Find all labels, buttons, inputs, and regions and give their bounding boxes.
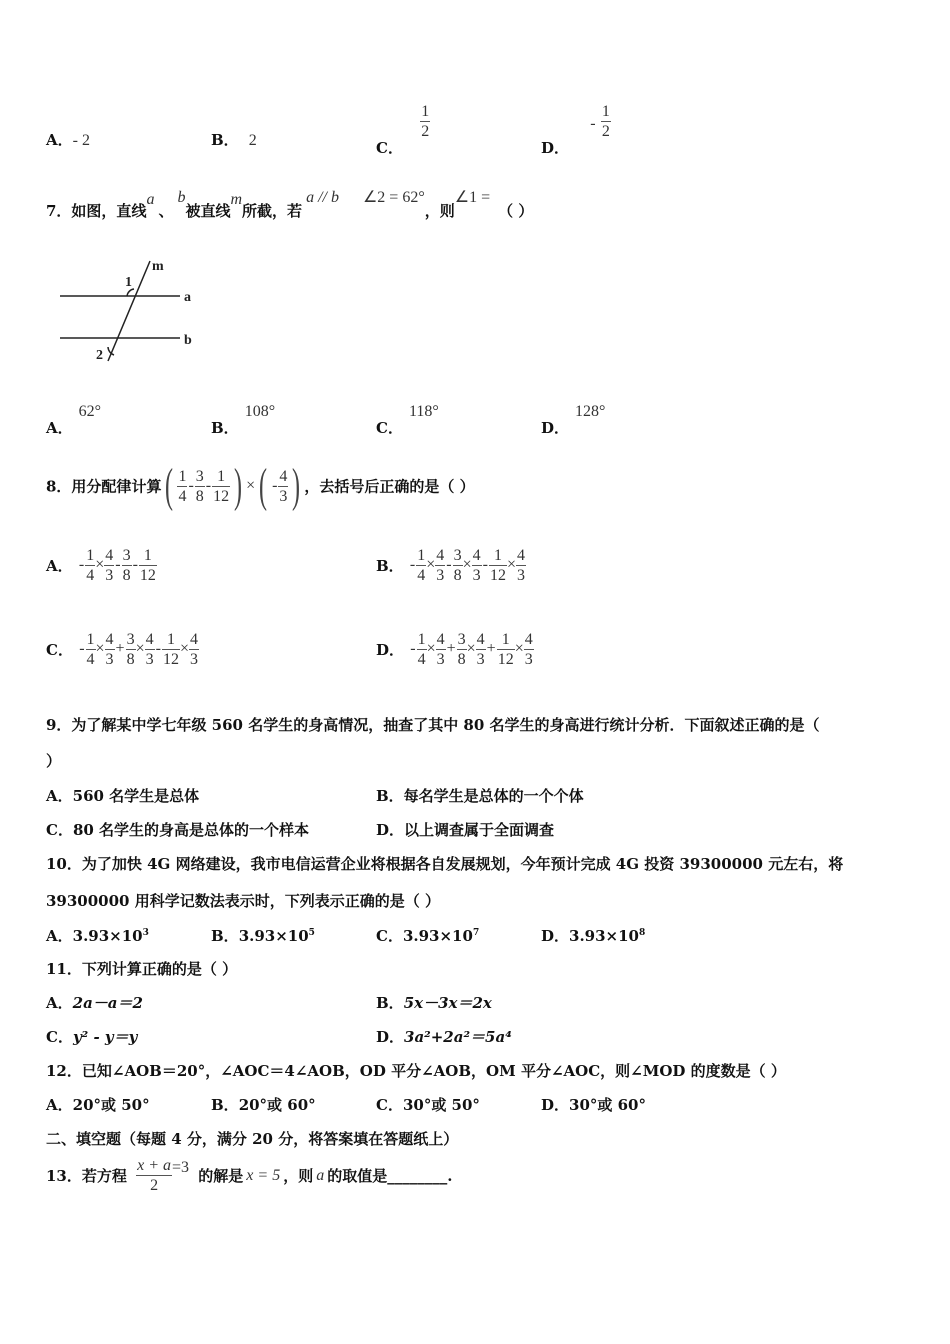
q10-stem-line1: 10．为了加快 4G 网络建设，我市电信运营企业将根据各自发展规划，今年预计完成 4G 投资 39300000 元左右，将 <box>46 855 844 873</box>
q12-option-c: C．30°或 50° <box>376 1096 480 1114</box>
label-2: 2 <box>96 348 103 363</box>
q9-option-d: D．以上调查属于全面调查 <box>376 821 555 839</box>
q6-option-d-fraction: $\frac{1}{2}$ <box>601 103 610 140</box>
q11-stem: 11．下列计算正确的是（ ） <box>46 960 238 978</box>
q8-option-b: B． - $\frac{1}{4}$ × $\frac{4}{3}$ - $\frac{3}{8}$ × $\frac{4}{3}$ - $\frac{1}{12}$ × $\frac{4}{3}$ <box>376 547 525 584</box>
q10-stem-line2: 39300000 用科学记数法表示时，下列表示正确的是（ ） <box>46 892 440 910</box>
label-b: b <box>184 333 192 348</box>
label-1: 1 <box>125 275 132 290</box>
q10-option-a: A．$3.93\times 10^3$ <box>46 927 149 945</box>
q11-option-b: B．5x－3x＝2x <box>376 994 492 1012</box>
q11-option-a: A．2a－a＝2 <box>46 994 143 1012</box>
q7-option-d: D．128° <box>541 403 606 437</box>
angle-1-arc <box>127 289 134 296</box>
label-a: a <box>184 290 191 305</box>
q9-stem-line2: ） <box>46 752 62 770</box>
q13-stem: 13．若方程 $\frac{x + a}{2}$ =3 的解是 x = 5 ，则 a 的取值是________. <box>46 1157 453 1194</box>
q6-option-c: C． $\frac{1}{2}$ <box>376 103 430 157</box>
q6-option-a: A．- 2 <box>46 131 90 149</box>
q7-option-b: B．108° <box>211 403 276 437</box>
q12-stem: 12．已知∠AOB＝20°，∠AOC＝4∠AOB，OD 平分∠AOB，OM 平分∠AOC，则∠MOD 的度数是（ ） <box>46 1062 786 1080</box>
q11-option-c: C．y² - y＝y <box>46 1028 138 1046</box>
q12-option-a: A．20°或 50° <box>46 1096 150 1114</box>
q8-option-d: D． - $\frac{1}{4}$ × $\frac{4}{3}$ + $\frac{3}{8}$ × $\frac{4}{3}$ + $\frac{1}{12}$ × $\frac{4}{3}$ <box>376 631 533 668</box>
q7-figure <box>52 255 212 365</box>
q9-option-c: C．80 名学生的身高是总体的一个样本 <box>46 821 310 839</box>
q9-option-a: A．560 名学生是总体 <box>46 787 200 805</box>
q9-option-b: B．每名学生是总体的一个个体 <box>376 787 584 805</box>
q12-option-b: B．20°或 60° <box>211 1096 316 1114</box>
q6-option-d: D． - $\frac{1}{2}$ <box>541 103 610 157</box>
q13-fraction: $\frac{x + a}{2}$ <box>137 1157 172 1194</box>
q8-stem: 8．用分配律计算( $\frac{1}{4}$ - $\frac{3}{8}$ - $\frac{1}{12}$ ) ×( - $\frac{4}{3}$ ) ，去括号后正确的是（ ） <box>46 459 475 512</box>
q12-option-d: D．30°或 60° <box>541 1096 646 1114</box>
q10-option-b: B．$3.93\times 10^5$ <box>211 927 315 945</box>
q7-option-c: C．118° <box>376 403 439 437</box>
q8-option-c: C． - $\frac{1}{4}$ × $\frac{4}{3}$ + $\frac{3}{8}$ × $\frac{4}{3}$ - $\frac{1}{12}$ × $\frac{4}{3}$ <box>46 631 198 668</box>
q9-stem-line1: 9．为了解某中学七年级 560 名学生的身高情况，抽查了其中 80 名学生的身高进行统计分析．下面叙述正确的是（ <box>46 716 820 734</box>
q6-option-b: B． 2 <box>211 131 257 149</box>
q10-option-c: C．$3.93\times 10^7$ <box>376 927 480 945</box>
section-2-heading: 二、填空题（每题 4 分，满分 20 分，将答案填在答题纸上） <box>46 1130 459 1148</box>
q10-option-d: D．$3.93\times 10^8$ <box>541 927 646 945</box>
q8-option-a: A． - $\frac{1}{4}$ × $\frac{4}{3}$ - $\frac{3}{8}$ - $\frac{1}{12}$ <box>46 547 156 584</box>
q8-expression: $\frac{1}{4}$ - $\frac{3}{8}$ - $\frac{1}{12}$ <box>178 467 230 505</box>
q11-option-d: D．3a²+2a²＝5a⁴ <box>376 1028 512 1046</box>
q7-stem: 7．如图，直线a、b被直线m所截，若a // b ∠2 = 62°，则∠1 =（ ） <box>46 189 534 220</box>
q6-option-c-fraction: $\frac{1}{2}$ <box>421 103 430 140</box>
q6-option-a-value: - 2 <box>72 132 90 149</box>
label-m: m <box>152 259 164 274</box>
q7-option-a: A．62° <box>46 403 102 437</box>
